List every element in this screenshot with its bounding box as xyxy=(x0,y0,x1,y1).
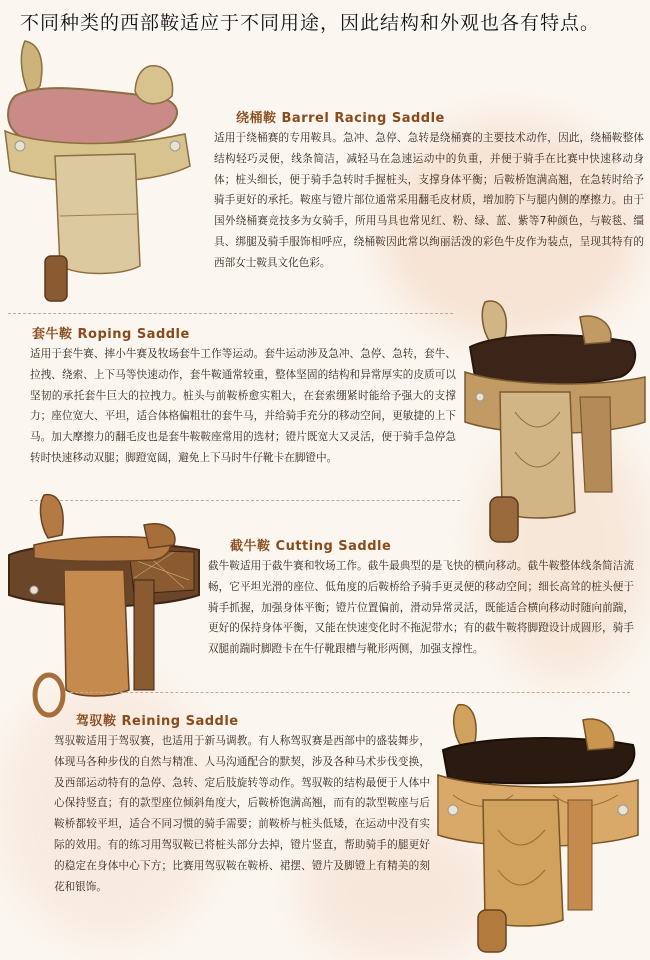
barrel-racing-saddle-image xyxy=(0,36,205,306)
section-body-reining: 驾驭鞍适用于驾驭赛，也适用于新马调教。有人称驾驭赛是西部中的盛装舞步，体现马各种步伐的自然与精准、人马沟通配合的默契，涉及各种马术步伐变换，及西部运动特有的急停、急转、定后肢旋转等动作。驾驭鞍的结构最便于人体中心保持竖直；有的款型座位倾斜角度大，后鞍桥饱满高翘，而有的款型鞍座与后鞍桥都较平坦，适合不同习惯的骑手需要；前鞍桥与桩头低矮，在运动中没有实际的效用。有的练习用驾驭鞍已将桩头部分去掉，镫片竖直，帮助骑手的腿更好的稳定在身体中心下方；比赛用驾驭鞍在鞍桥、裙摆、镫片及脚镫上有精美的刻花和银饰。 xyxy=(54,735,430,893)
section-body-cutting: 截牛鞍适用于截牛赛和牧场工作。截牛最典型的是飞快的横向移动。截牛鞍整体线条简洁流畅，它平坦光滑的座位、低角度的后鞍桥给予骑手更灵便的移动空间；细长高耸的桩头便于骑手抓握，加强身体平衡；镫片位置偏前，滑动异常灵活，既能适合横向移动时随向前踹，更好的保持身体平衡，又能在快速变化时不拖泥带水；有的截牛鞍将脚蹬设计成圆形，骑手双腿前踹时脚蹬卡在牛仔靴跟槽与靴形两侧，加强支撑性。 xyxy=(208,560,634,656)
section-title-barrel-racing: 绕桶鞍 Barrel Racing Saddle xyxy=(236,111,445,126)
cutting-saddle-image xyxy=(4,490,204,735)
page-title: 不同种类的西部鞍适应于不同用途，因此结构和外观也各有特点。 xyxy=(20,12,601,34)
section-divider xyxy=(8,313,453,314)
roping-saddle-image xyxy=(460,292,648,550)
section-body-roping: 适用于套牛赛、摔小牛赛及牧场套牛工作等运动。套牛运动涉及急冲、急停、急转，套牛、拉拽、绕索、上下马等快速动作，套牛鞍通常较重，整体坚固的结构和异常厚实的皮质可以坚韧的承托套牛巨大的拉拽力。桩头与前鞍桥愈实粗大，在套索绷紧时能给予强大的支撑力；座位宽大、平坦，适合体格偏粗壮的套牛马，并给骑手充分的移动空间，更敏捷的上下马。加大摩擦力的翻毛皮也是套牛鞍鞍座常用的选材；镫片既宽大又灵活，便于骑手急停急转时快速移动双腿；脚蹬宽阔，避免上下马时牛仔靴卡在脚镫中。 xyxy=(30,348,456,464)
reining-saddle-image xyxy=(433,700,643,956)
section-title-roping: 套牛鞍 Roping Saddle xyxy=(32,327,190,342)
section-title-cutting: 截牛鞍 Cutting Saddle xyxy=(230,539,392,554)
section-divider xyxy=(70,692,630,693)
section-title-reining: 驾驭鞍 Reining Saddle xyxy=(76,714,239,729)
section-body-barrel-racing: 适用于绕桶赛的专用鞍具。急冲、急停、急转是绕桶赛的主要技术动作，因此，绕桶鞍整体结构轻巧灵便，线条简洁，减轻马在急速运动中的负重，并便于骑手在比赛中快速移动身体；桩头细长，便于骑手急转时手握桩头，支撑身体平衡；后鞍桥饱满高翘，在急转时给予骑手更好的承托。鞍座与镫片部位通常采用翻毛皮材质，增加胯下与腿内侧的摩擦力。由于国外绕桶赛竞技多为女骑手，所用马具也常见红、粉、绿、蓝、紫等7种颜色，与鞍毯、缰具、绑腿及骑手服饰相呼应，绕桶鞍因此常以绚丽活泼的彩色牛皮作为装点，呈现其特有的西部女士鞍具文化色彩。 xyxy=(214,132,644,269)
